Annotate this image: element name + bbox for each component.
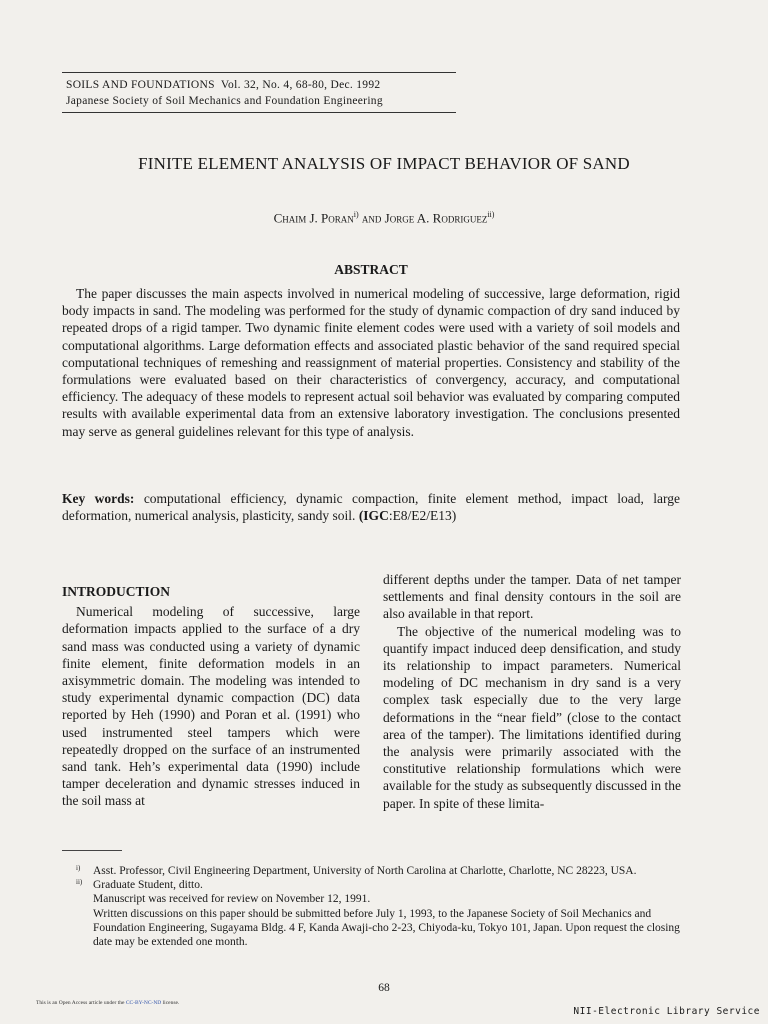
keywords-label: Key words: — [62, 491, 135, 506]
license-notice — [36, 1000, 179, 1006]
author-poran-mark: i) — [353, 210, 359, 219]
footnote-1 — [76, 864, 682, 878]
license-suffix: license. — [161, 1000, 180, 1006]
discussion-note: Written discussions on this paper should be submitted before July 1, 1993, to the Japanese Society of Soil Mechanics and Foundation Engineering, Sugayama Bldg. 4 F, Kanda Awaji-cho 2-23, Chiyoda-ku, Tokyo 101, Japan. Upon request the closing date may be extended one month. — [93, 907, 680, 949]
left-column — [62, 583, 360, 810]
footnote-divider — [62, 850, 122, 851]
footnote-2 — [76, 878, 682, 892]
keywords — [62, 490, 680, 524]
igc-codes: :E8/E2/E13) — [388, 508, 457, 524]
igc-label: (IGC — [358, 508, 389, 524]
author-rodriguez-mark: ii) — [487, 210, 495, 219]
license-prefix: This is an Open Access article under the — [36, 1000, 126, 1006]
license-link[interactable]: CC-BY-NC-ND — [125, 1000, 162, 1006]
nii-watermark: NII-Electronic Library Service — [573, 1006, 760, 1017]
keywords-text: computational efficiency, dynamic compaction, finite element method, impact load, large deformation, numerical analysis, plasticity, sandy soil. — [62, 491, 680, 524]
society-name: Japanese Society of Soil Mechanics and Foundation Engineering — [66, 95, 383, 107]
introduction-heading: INTRODUCTION — [62, 584, 171, 599]
page-number: 68 — [378, 982, 390, 994]
footnote-2-mark: ii) — [76, 878, 83, 887]
footnote-1-text: Asst. Professor, Civil Engineering Department, University of North Carolina at Charlotte, Charlotte, NC 28223, USA. — [93, 865, 637, 877]
author-poran: Chaim J. Poran — [273, 210, 354, 226]
author-rodriguez: Jorge A. Rodriguez — [384, 210, 488, 226]
introduction-paragraph-2: The objective of the numerical modeling was to quantify impact induced deep densification, and study its relationship to impact parameters. Numerical modeling of DC mechanism in dry sand is a very complex task especially due to the very large deformations in the “near field” (close to the contact area of the tamper). The limitations identified during the analysis were primarily associated with the constitutive relationship formulations which were available for the study as subsequently discussed in the paper. In spite of these limita- — [383, 623, 681, 811]
author-line — [0, 210, 768, 226]
received-note: Manuscript was received for review on November 12, 1991. — [93, 893, 371, 906]
paper-title: FINITE ELEMENT ANALYSIS OF IMPACT BEHAVIOR OF SAND — [138, 154, 630, 173]
footnotes — [76, 864, 682, 949]
footnote-1-mark: i) — [76, 864, 81, 872]
introduction-paragraph-1: Numerical modeling of successive, large deformation impacts applied to the surface of a dry sand mass was conducted using a variety of dynamic finite element, finite deformation models in an axisymmetric domain. The modeling was intended to study experimental dynamic compaction (DC) data reported by Heh (1990) and Poran et al. (1991) who used instrumented steel tampers which were repeatedly dropped on the surface of an instrumented sand tank. Heh’s experimental data (1990) include tamper deceleration and dynamic stresses induced in the soil mass at — [62, 604, 360, 809]
journal-header — [62, 72, 456, 113]
author-conjunction: and — [358, 210, 385, 226]
footnote-2-text: Graduate Student, ditto. — [93, 879, 203, 892]
abstract-text: The paper discusses the main aspects involved in numerical modeling of successive, large deformation, rigid body impacts in sand. The modeling was performed for the study of dynamic compaction of dry sand induced by repeated drops of a rigid tamper. Two dynamic finite element codes were used with a variety of soil models and computational algorithms. Large deformation effects and associated plastic behavior of the sand required special computational techniques of remeshing and reassignment of material properties. Consistency and stability of the formulations were evaluated based on their characteristics of convergency, accuracy, and computational efficiency. The adequacy of these models to represent actual soil behavior was evaluated by comparing computed results with available experimental data from an extensive laboratory investigation. The conclusions presented may serve as general guidelines relevant for this type of analysis. — [62, 286, 680, 439]
right-column — [383, 571, 681, 812]
introduction-continuation: different depths under the tamper. Data of net tamper settlements and final density contours in the soil are also available in that report. — [383, 572, 681, 622]
journal-citation: SOILS AND FOUNDATIONS Vol. 32, No. 4, 68-80, Dec. 1992 — [66, 79, 381, 91]
abstract-heading: ABSTRACT — [334, 262, 408, 277]
